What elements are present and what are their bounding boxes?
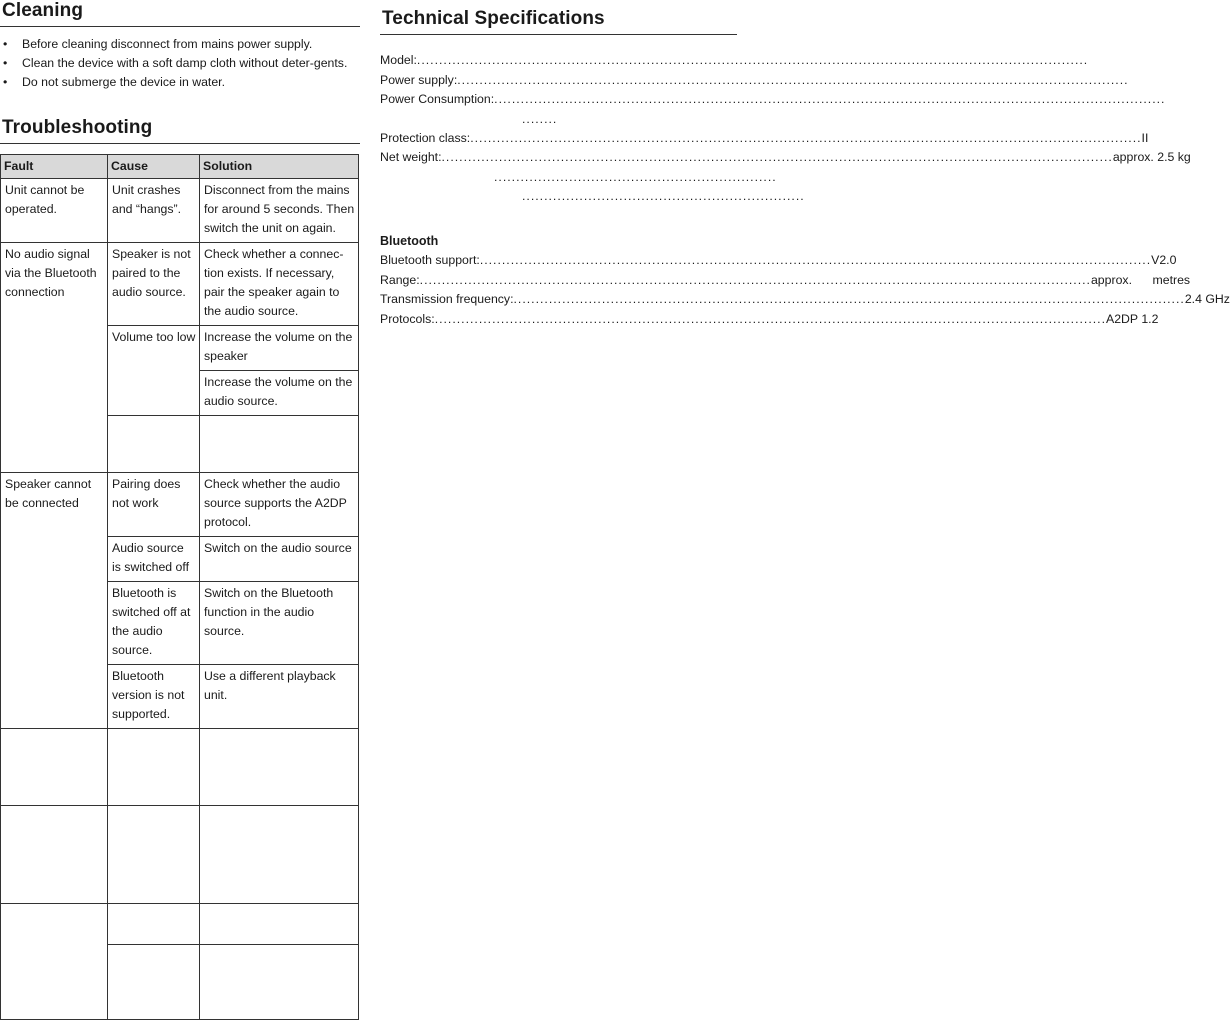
leader-dots: ........ <box>522 111 558 126</box>
spec-row-frequency <box>380 290 1230 310</box>
empty-cell <box>1 904 108 1020</box>
spec-label: Range: <box>380 272 420 287</box>
fault-cell: No audio signal via the Bluetooth connection <box>1 243 108 473</box>
header-fault: Fault <box>1 155 108 179</box>
table-header-row <box>1 155 359 179</box>
spec-row-power-consumption <box>380 90 737 110</box>
leader-dots <box>480 251 1151 271</box>
spec-row-protocols <box>380 310 1159 330</box>
cause-cell: Unit crashes and “hangs”. <box>108 179 200 243</box>
solution-cell: Increase the volume on the audio source. <box>200 371 359 416</box>
spec-label: Bluetooth support: <box>380 253 480 267</box>
specs-heading: Technical Specifications <box>380 8 737 35</box>
leader-dots <box>470 129 1141 149</box>
spec-row-bluetooth-support <box>380 251 1177 271</box>
empty-cell <box>200 945 359 1020</box>
spec-label: Model: <box>380 53 417 67</box>
spec-row-model <box>380 51 737 71</box>
empty-cell <box>108 945 200 1020</box>
cleaning-list <box>0 35 360 91</box>
leader-dots <box>420 271 1091 291</box>
leader-dots: ................................................................ <box>522 188 805 203</box>
cleaning-item-text: Clean the device with a soft damp cloth without deter-gents. <box>22 56 348 70</box>
leader-dots <box>514 290 1185 310</box>
left-column <box>0 0 360 1020</box>
spec-row-power-supply <box>380 71 737 91</box>
empty-cell <box>108 904 200 945</box>
spec-value: 2.4 GHz <box>1184 292 1230 306</box>
table-row <box>1 806 359 904</box>
spec-value: approx. metres <box>1090 272 1191 287</box>
spec-row-range <box>380 271 1191 291</box>
spec-label: Protection class: <box>380 130 471 145</box>
header-cause: Cause <box>108 155 200 179</box>
empty-cell <box>200 806 359 904</box>
empty-cell <box>200 904 359 945</box>
empty-cell <box>1 806 108 904</box>
spec-label: Transmission frequency: <box>380 292 514 306</box>
solution-cell: Check whether a connec-tion exists. If necessary, pair the speaker again to the audio source. <box>200 243 359 326</box>
table-row <box>1 179 359 243</box>
table-row <box>1 729 359 806</box>
cause-cell: Volume too low <box>108 326 200 416</box>
right-column <box>380 0 1230 329</box>
solution-cell: Switch on the Bluetooth function in the audio source. <box>200 582 359 665</box>
troubleshooting-heading: Troubleshooting <box>0 117 360 144</box>
solution-cell: Switch on the audio source <box>200 537 359 582</box>
cleaning-item-text: Before cleaning disconnect from mains power supply. <box>22 37 313 51</box>
solution-cell: Increase the volume on the speaker <box>200 326 359 371</box>
bullet-icon: • <box>3 75 8 89</box>
solution-cell: Disconnect from the mains for around 5 seconds. Then switch the unit on again. <box>200 179 359 243</box>
cause-cell: Bluetooth version is not supported. <box>108 665 200 729</box>
cleaning-item <box>0 54 360 72</box>
empty-cell <box>200 416 359 473</box>
spec-row-net-weight <box>380 148 1191 168</box>
spec-value: approx. 2.5 kg <box>1112 150 1191 164</box>
specs-list <box>380 51 1230 329</box>
table-row <box>1 243 359 326</box>
spec-value: II <box>1141 130 1149 145</box>
spec-value: V2.0 <box>1151 253 1177 267</box>
bullet-icon: • <box>3 37 8 51</box>
spec-label: Power supply: <box>380 72 458 87</box>
empty-cell <box>108 729 200 806</box>
cause-cell: Bluetooth is switched off at the audio source. <box>108 582 200 665</box>
spec-row-protection-class <box>380 129 1149 149</box>
troubleshooting-table <box>0 154 359 1020</box>
cause-cell: Speaker is not paired to the audio source. <box>108 243 200 326</box>
bullet-icon: • <box>3 56 8 70</box>
cleaning-item-text: Do not submerge the device in water. <box>22 75 226 89</box>
cause-cell: Pairing does not work <box>108 473 200 537</box>
solution-cell: Check whether the audio source supports the A2DP protocol. <box>200 473 359 537</box>
spec-label: Net weight: <box>380 150 442 164</box>
leader-dots <box>417 51 1088 71</box>
empty-cell <box>200 729 359 806</box>
spec-label: Protocols: <box>380 311 435 326</box>
empty-cell <box>1 729 108 806</box>
empty-cell <box>108 806 200 904</box>
spec-label: Power Consumption: <box>380 92 495 106</box>
leader-dots <box>435 310 1106 330</box>
solution-cell: Use a different playback unit. <box>200 665 359 729</box>
fault-cell: Unit cannot be operated. <box>1 179 108 243</box>
header-solution: Solution <box>200 155 359 179</box>
fault-cell: Speaker cannot be connected <box>1 473 108 729</box>
leader-dots: ................................................................ <box>494 169 777 184</box>
bluetooth-heading: Bluetooth <box>380 233 439 248</box>
table-row <box>1 904 359 945</box>
leader-dots <box>442 148 1113 168</box>
leader-dots <box>457 71 1128 91</box>
leader-dots <box>494 90 1165 110</box>
spec-value: A2DP 1.2 <box>1106 311 1159 326</box>
empty-cell <box>108 416 200 473</box>
cleaning-heading: Cleaning <box>0 0 360 27</box>
cleaning-item <box>0 73 360 91</box>
table-row <box>1 473 359 537</box>
cause-cell: Audio source is switched off <box>108 537 200 582</box>
cleaning-item <box>0 35 360 53</box>
